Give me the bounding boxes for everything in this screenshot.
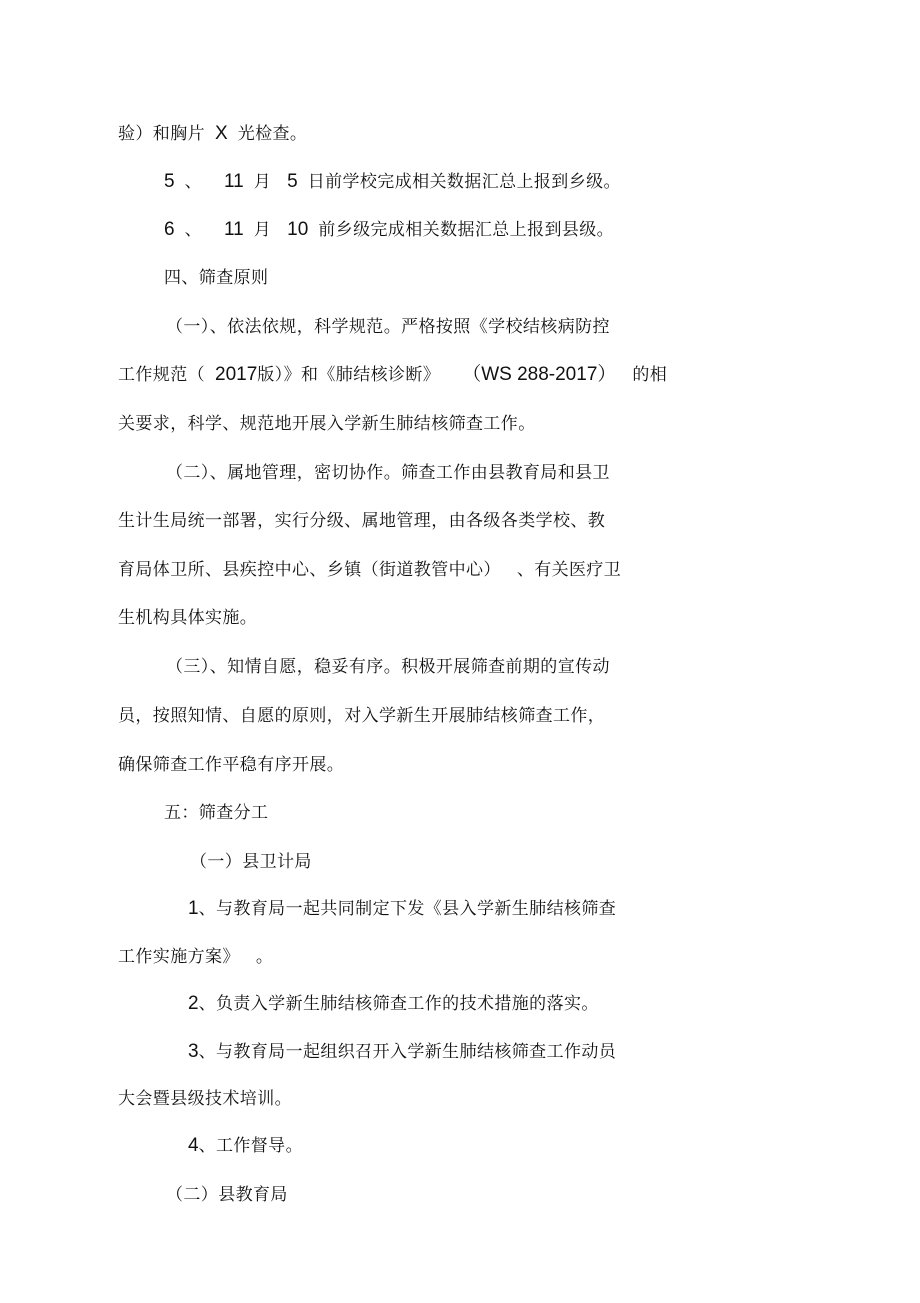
text-span: 、有关医疗卫: [516, 560, 622, 580]
text-line-1: [118, 122, 307, 146]
text-line-12: [166, 655, 610, 679]
text-line-18: [118, 945, 273, 969]
text-line-11: [118, 606, 257, 630]
text-span: 5: [287, 171, 298, 192]
text-span: 日前学校完成相关数据汇总上报到乡级。: [307, 172, 621, 192]
sub-heading-county-education: [166, 1183, 288, 1207]
section-heading-5: [164, 801, 268, 825]
text-span: 生机构具体实施。: [118, 608, 258, 628]
text-span: 6: [164, 219, 175, 240]
text-line-8: [166, 461, 610, 485]
text-span: 关要求，科学、规范地开展入学新生肺结核筛查工作。: [118, 414, 536, 434]
text-span: 员，按照知情、自愿的原则，对入学新生开展肺结核筛查工作，: [118, 706, 606, 726]
text-span: 育局体卫所、县疾控中心、乡镇（街道教管中心）: [118, 560, 501, 580]
text-span: （一）、依法依规，科学规范。严格按照《学校结核病防控: [166, 317, 610, 337]
text-span: 、负责入学新生肺结核筛查工作的技术措施的落实。: [198, 994, 599, 1014]
text-span: 生计生局统一部署，实行分级、属地管理，由各级各类学校、教: [118, 511, 606, 531]
text-span: 1: [188, 898, 199, 919]
text-span: 、: [184, 220, 202, 240]
text-span: 、与教育局一起组织召开入学新生肺结核筛查工作动员: [198, 1042, 617, 1062]
text-span: 2: [188, 993, 199, 1014]
text-span: （二）、属地管理，密切协作。筛查工作由县教育局和县卫: [166, 463, 610, 483]
text-span: 、与教育局一起共同制定下发《县入学新生肺结核筛查: [198, 899, 617, 919]
text-line-7: [118, 412, 536, 436]
text-span: 大会暨县级技术培训。: [118, 1089, 292, 1109]
text-line-3: [164, 218, 614, 242]
text-line-5: [166, 315, 610, 339]
text-line-13: [118, 704, 605, 728]
text-span: （WS 288-2017）: [462, 364, 617, 385]
text-span: 验）和胸片: [118, 124, 205, 144]
text-span: 11: [223, 171, 244, 192]
text-span: 2017: [215, 364, 258, 385]
text-span: 的相: [632, 365, 668, 385]
text-line-10: [118, 558, 621, 582]
text-span: 确保筛查工作平稳有序开展。: [118, 755, 345, 775]
text-span: 、: [184, 172, 202, 192]
text-span: 》和《肺结核诊断》: [283, 365, 441, 385]
text-line-22: [188, 1134, 303, 1158]
text-span: （二）县教育局: [166, 1185, 288, 1205]
text-line-6: [118, 363, 667, 387]
text-span: （一）县卫计局: [190, 852, 312, 872]
text-span: 四、筛查原则: [164, 268, 269, 288]
text-span: 、工作督导。: [198, 1136, 303, 1156]
text-span: X: [215, 123, 228, 144]
text-span: 版）: [257, 365, 284, 385]
text-line-14: [118, 753, 344, 777]
text-span: 工作规范（: [118, 365, 205, 385]
text-span: 5: [164, 171, 175, 192]
text-span: 月: [253, 220, 272, 240]
text-span: 五：筛查分工: [164, 803, 269, 823]
text-span: 。: [255, 947, 274, 967]
text-span: 10: [287, 219, 309, 240]
text-line-17: [188, 897, 616, 921]
text-span: 3: [188, 1041, 199, 1062]
text-span: 工作实施方案》: [118, 947, 240, 967]
text-span: 光检查。: [237, 124, 308, 144]
text-line-9: [118, 509, 605, 533]
section-heading-4: [164, 266, 268, 290]
text-span: 前乡级完成相关数据汇总上报到县级。: [318, 220, 615, 240]
text-line-2: [164, 170, 621, 194]
text-span: 4: [188, 1135, 199, 1156]
text-span: （三）、知情自愿，稳妥有序。积极开展筛查前期的宣传动: [166, 657, 610, 677]
text-line-20: [188, 1040, 616, 1064]
text-line-19: [188, 992, 599, 1016]
text-line-21: [118, 1087, 292, 1111]
sub-heading-county-health: [190, 850, 312, 874]
text-span: 月: [253, 172, 272, 192]
text-span: 11: [223, 219, 244, 240]
